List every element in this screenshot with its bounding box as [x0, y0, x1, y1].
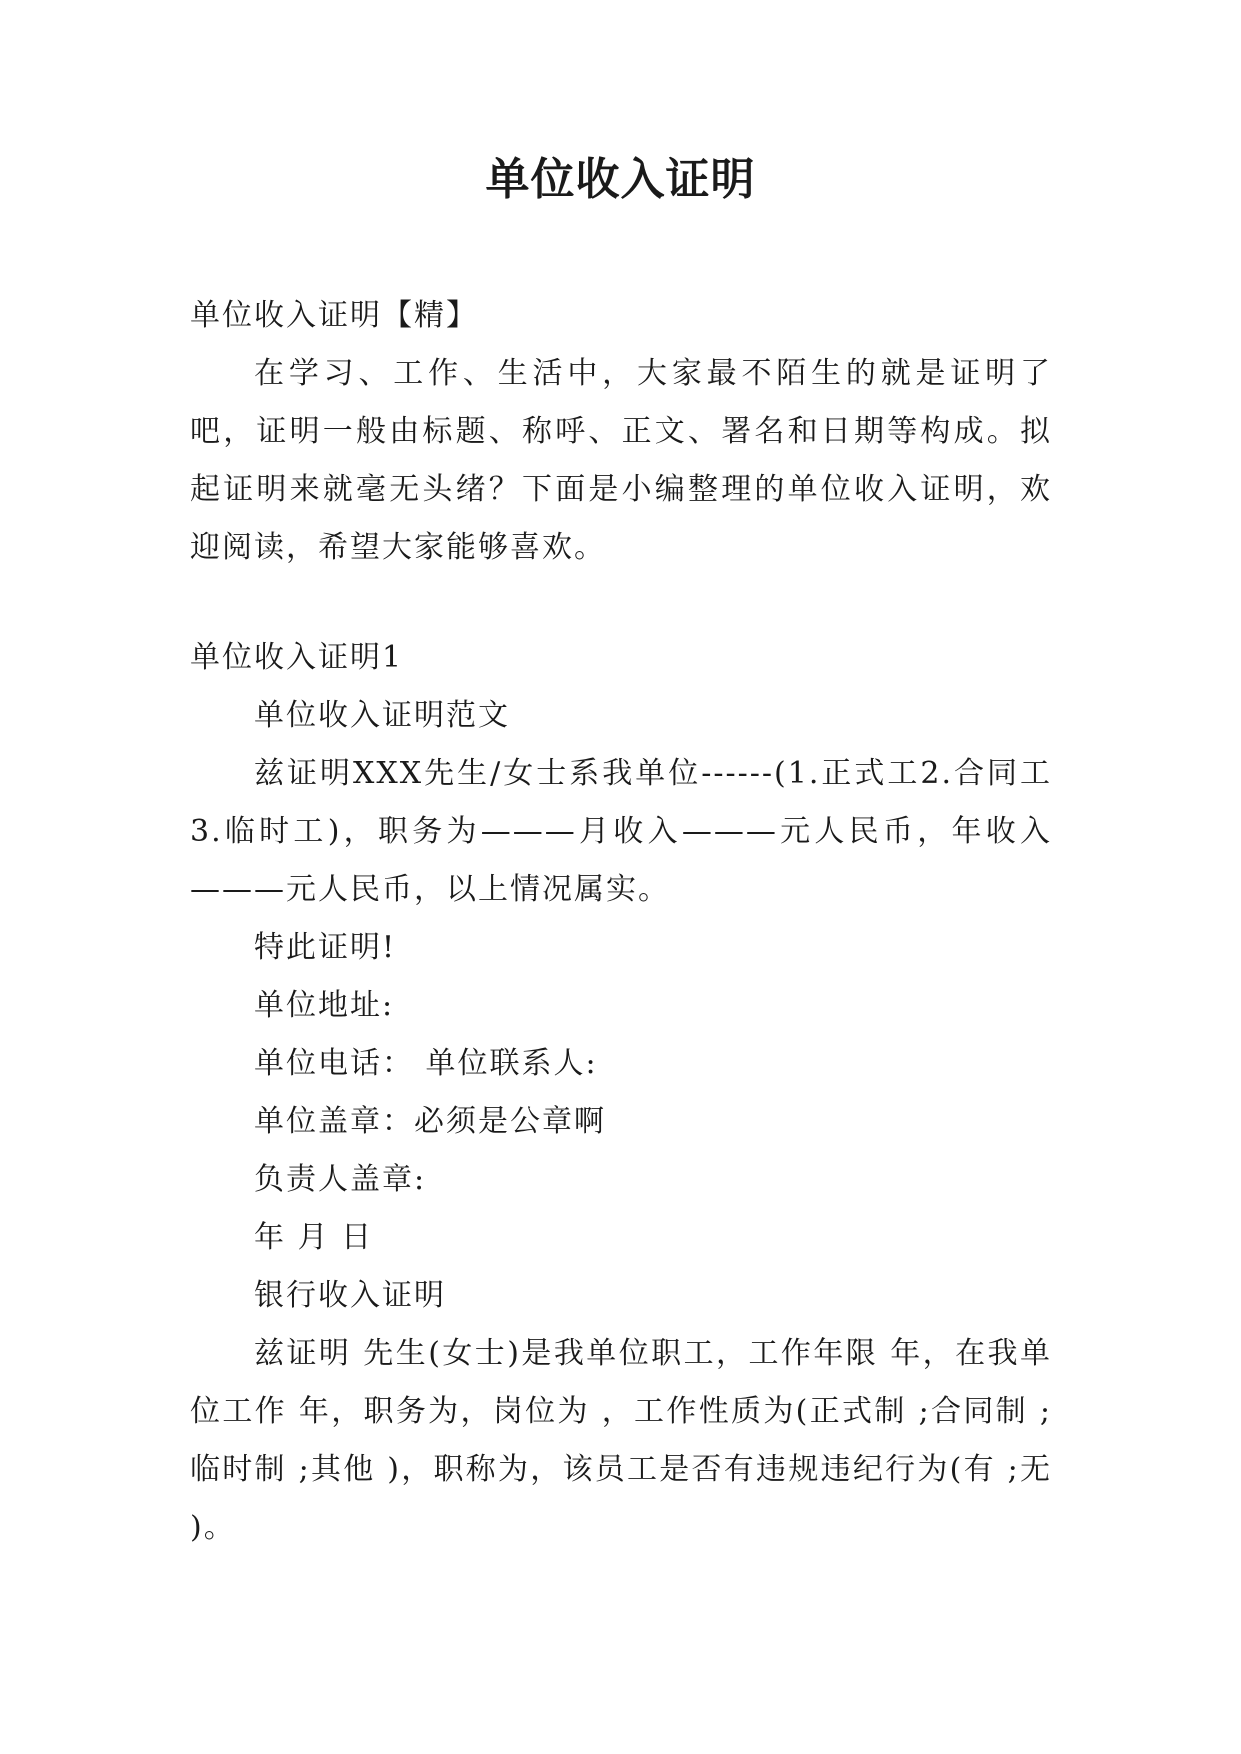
unit-seal-line: 单位盖章：必须是公章啊 — [254, 1104, 606, 1139]
section-heading: 单位收入证明1 — [190, 640, 404, 675]
unit-address-line: 单位地址: — [254, 988, 395, 1023]
document-title: 单位收入证明 — [485, 154, 756, 205]
bank-certificate-heading: 银行收入证明 — [254, 1278, 446, 1313]
bank-certificate-paragraph: 兹证明 先生(女士)是我单位职工，工作年限 年，在我单位工作 年，职务为，岗位为 ，工作性质为(正式制 ;合同制 ;临时制 ;其他 )，职称为，该员工是否有违规违纪行为(有 ;无 )。 — [190, 1336, 1052, 1545]
paragraph-gap — [190, 577, 1052, 629]
certificate-body-paragraph: 兹证明XXX先生/女士系我单位------(1.正式工2.合同工3.临时工)，职务为———月收入———元人民币，年收入———元人民币，以上情况属实。 — [190, 756, 1052, 907]
document-body — [190, 287, 1052, 1557]
intro-paragraph: 在学习、工作、生活中，大家最不陌生的就是证明了吧，证明一般由标题、称呼、正文、署名和日期等构成。拟起证明来就毫无头绪？下面是小编整理的单位收入证明，欢迎阅读，希望大家能够喜欢。 — [190, 356, 1052, 565]
date-line: 年 月 日 — [254, 1220, 374, 1255]
document-heading: 单位收入证明【精】 — [190, 298, 478, 333]
unit-phone-contact-line: 单位电话： 单位联系人: — [254, 1046, 598, 1081]
section-subheading: 单位收入证明范文 — [254, 698, 510, 733]
manager-seal-line: 负责人盖章: — [254, 1162, 427, 1197]
certification-statement: 特此证明! — [254, 930, 397, 965]
